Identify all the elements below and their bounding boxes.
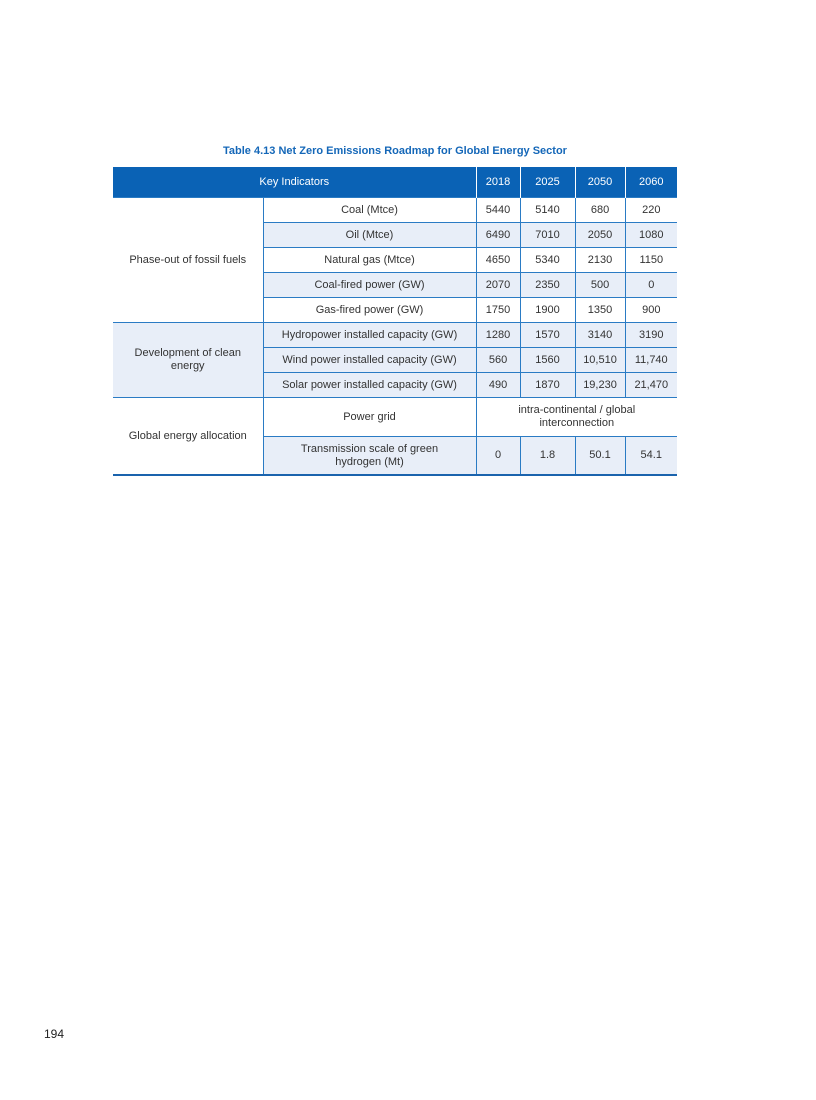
value-cell: 2070 [476,273,520,298]
table-row [113,198,677,223]
value-cell: 680 [575,198,625,223]
value-cell: 0 [476,437,520,476]
value-cell: 560 [476,348,520,373]
value-cell: 1.8 [520,437,575,476]
value-cell: 2350 [520,273,575,298]
indicator-label: Solar power installed capacity (GW) [263,373,476,398]
value-cell: 3190 [625,323,677,348]
value-cell: 500 [575,273,625,298]
indicator-label: Transmission scale of green hydrogen (Mt) [263,437,476,476]
value-cell: 490 [476,373,520,398]
value-cell: 1080 [625,223,677,248]
table-title: Table 4.13 Net Zero Emissions Roadmap for Global Energy Sector [223,145,567,157]
value-cell: 11,740 [625,348,677,373]
value-cell: 4650 [476,248,520,273]
header-row [113,167,677,198]
value-cell: 1750 [476,298,520,323]
value-cell: 21,470 [625,373,677,398]
indicator-label: Power grid [263,398,476,437]
indicator-label: Gas-fired power (GW) [263,298,476,323]
value-cell: 6490 [476,223,520,248]
value-cell: 50.1 [575,437,625,476]
group-label: Development of clean energy [113,323,263,398]
value-cell: 54.1 [625,437,677,476]
value-cell: 900 [625,298,677,323]
indicator-label: Oil (Mtce) [263,223,476,248]
value-cell: 5340 [520,248,575,273]
value-cell: 2050 [575,223,625,248]
header-year: 2060 [625,167,677,198]
value-cell: 3140 [575,323,625,348]
indicator-label: Wind power installed capacity (GW) [263,348,476,373]
value-cell: 0 [625,273,677,298]
header-year: 2018 [476,167,520,198]
indicator-label: Hydropower installed capacity (GW) [263,323,476,348]
group-label: Global energy allocation [113,398,263,476]
value-cell: 1570 [520,323,575,348]
value-cell: 10,510 [575,348,625,373]
value-cell: 7010 [520,223,575,248]
indicator-label: Coal (Mtce) [263,198,476,223]
value-cell: 1150 [625,248,677,273]
value-cell: 220 [625,198,677,223]
group-label: Phase-out of fossil fuels [113,198,263,323]
value-cell: 5140 [520,198,575,223]
table-row [113,398,677,437]
header-key-indicators: Key Indicators [113,167,476,198]
merged-value-cell: intra-continental / global interconnection [476,398,677,437]
table-row [113,323,677,348]
value-cell: 1350 [575,298,625,323]
header-year: 2025 [520,167,575,198]
value-cell: 19,230 [575,373,625,398]
roadmap-table [113,167,677,476]
value-cell: 2130 [575,248,625,273]
value-cell: 1560 [520,348,575,373]
value-cell: 1280 [476,323,520,348]
value-cell: 1900 [520,298,575,323]
value-cell: 5440 [476,198,520,223]
indicator-label: Natural gas (Mtce) [263,248,476,273]
indicator-label: Coal-fired power (GW) [263,273,476,298]
page-number: 194 [44,1027,65,1041]
value-cell: 1870 [520,373,575,398]
header-year: 2050 [575,167,625,198]
